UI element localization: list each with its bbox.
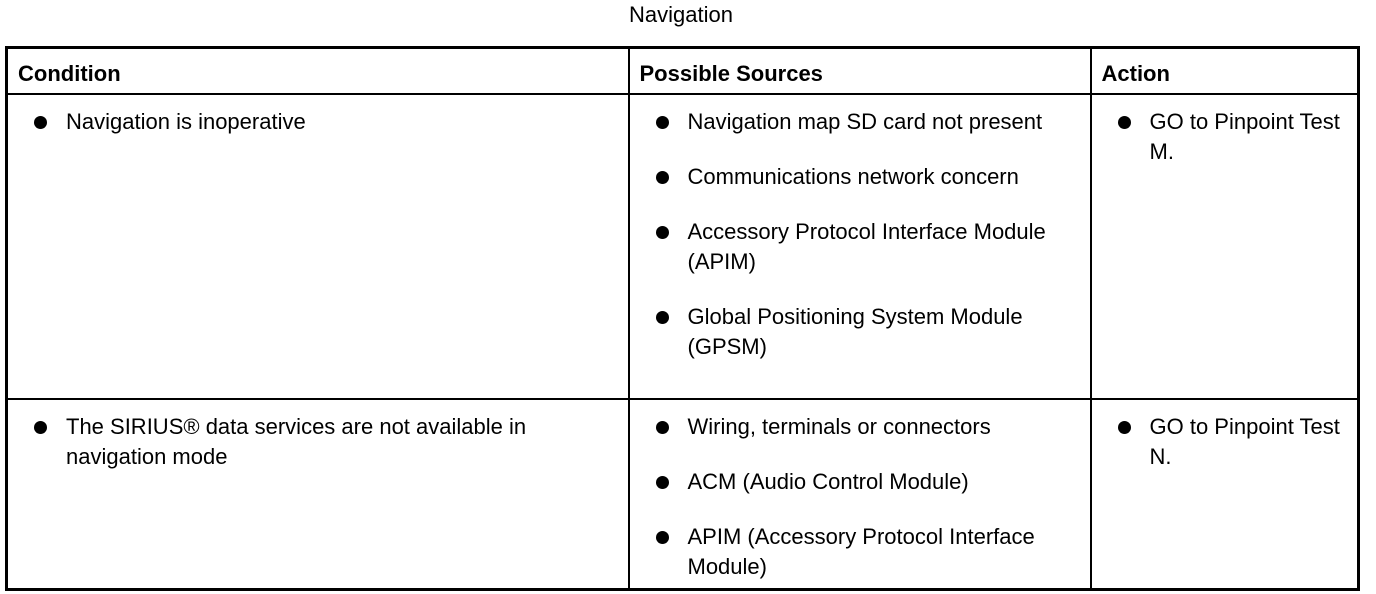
bullet-icon: [656, 531, 669, 544]
source-text: Accessory Protocol Interface Module (APIM): [687, 218, 1046, 274]
source-text: Wiring, terminals or connectors: [687, 413, 991, 439]
list-item: [1092, 412, 1354, 472]
bullet-list: [1092, 400, 1358, 472]
table-row: [7, 399, 1359, 590]
source-text: APIM (Accessory Protocol Interface Module): [687, 523, 1035, 579]
bullet-list: [630, 400, 1090, 582]
bullet-list: [1092, 95, 1358, 167]
bullet-icon: [656, 226, 669, 239]
source-text: Navigation map SD card not present: [687, 108, 1043, 134]
condition-cell: [7, 94, 629, 399]
action-text: GO to Pinpoint Test M.: [1149, 108, 1340, 164]
bullet-list: [8, 400, 628, 472]
condition-text: Navigation is inoperative: [66, 108, 306, 134]
list-item: [630, 217, 1086, 277]
list-item: [630, 162, 1086, 192]
source-text: Communications network concern: [687, 163, 1019, 189]
list-item: [8, 107, 624, 137]
source-text: Global Positioning System Module (GPSM): [687, 303, 1023, 359]
bullet-icon: [1118, 116, 1131, 129]
list-item: [630, 302, 1086, 362]
action-cell: [1091, 399, 1359, 590]
table-row: [7, 94, 1359, 399]
list-item: [630, 412, 1086, 442]
column-header-action: Action: [1091, 48, 1359, 94]
list-item: [1092, 107, 1354, 167]
column-header-possible-sources: Possible Sources: [629, 48, 1091, 94]
possible-sources-cell: [629, 399, 1091, 590]
bullet-icon: [656, 171, 669, 184]
list-item: [630, 107, 1086, 137]
bullet-list: [8, 95, 628, 137]
bullet-icon: [34, 116, 47, 129]
source-text: ACM (Audio Control Module): [687, 468, 969, 494]
list-item: [630, 467, 1086, 497]
bullet-icon: [1118, 421, 1131, 434]
list-item: [8, 412, 624, 472]
bullet-icon: [34, 421, 47, 434]
action-text: GO to Pinpoint Test N.: [1149, 413, 1340, 469]
list-item: [630, 522, 1086, 582]
possible-sources-cell: [629, 94, 1091, 399]
table-header-row: [7, 48, 1359, 94]
bullet-icon: [656, 476, 669, 489]
bullet-icon: [656, 116, 669, 129]
condition-text: The SIRIUS® data services are not available in navigation mode: [66, 413, 527, 469]
condition-cell: [7, 399, 629, 590]
bullet-icon: [656, 421, 669, 434]
page-title: Navigation: [629, 2, 733, 27]
bullet-icon: [656, 311, 669, 324]
symptom-table: [5, 46, 1360, 591]
action-cell: [1091, 94, 1359, 399]
bullet-list: [630, 95, 1090, 362]
column-header-condition: Condition: [7, 48, 629, 94]
